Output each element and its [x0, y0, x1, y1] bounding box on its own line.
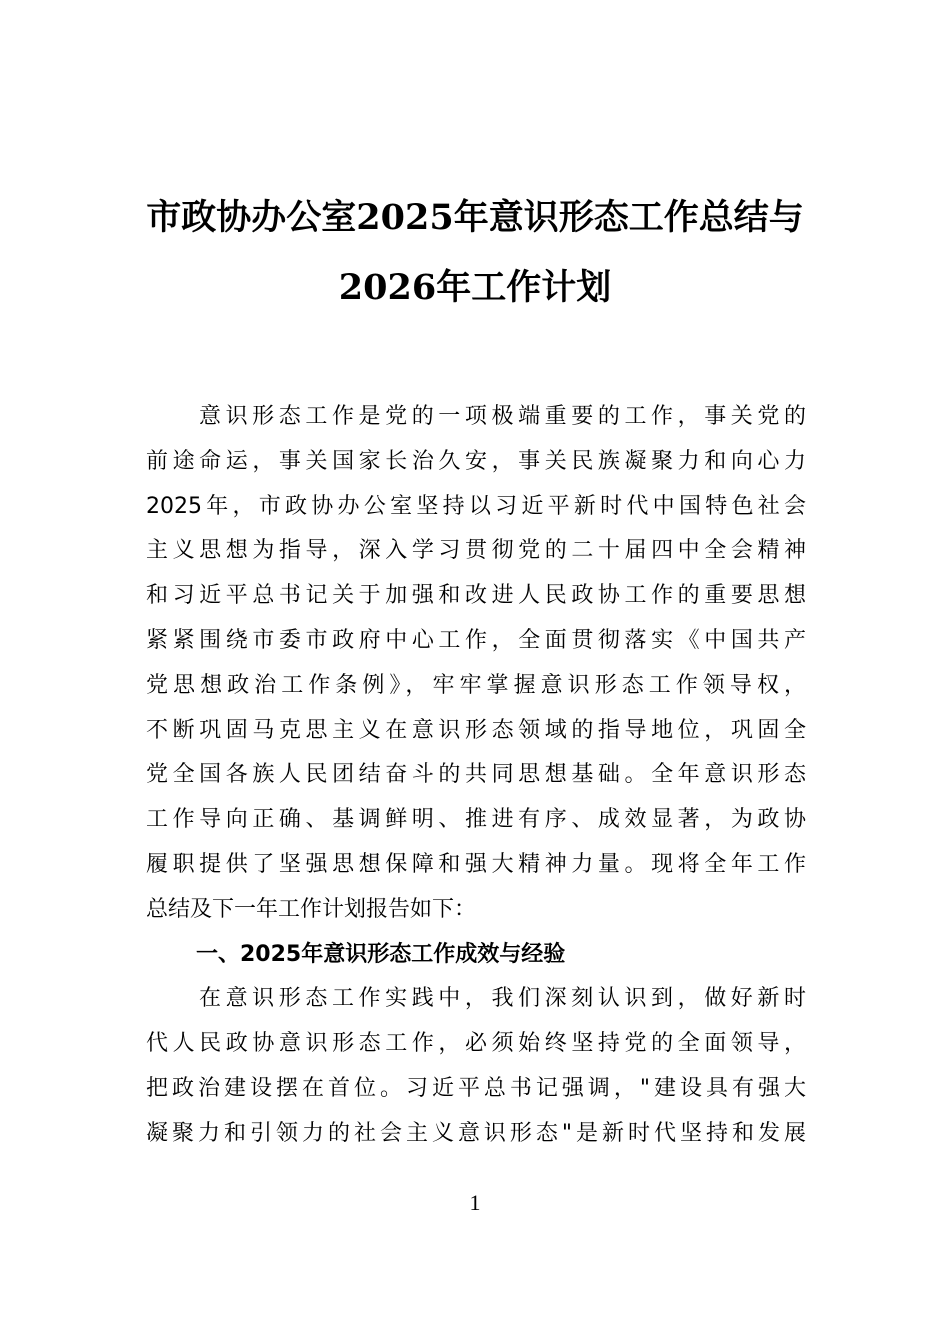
text-line: 把政治建设摆在首位。习近平总书记强调，"建设具有强大 — [146, 1075, 806, 1101]
page-number: 1 — [469, 1190, 481, 1215]
text-line: 党思想政治工作条例》，牢牢掌握意识形态工作领导权， — [146, 672, 806, 698]
document-body — [146, 395, 806, 1157]
text-line: 紧紧围绕市委市政府中心工作，全面贯彻落实《中国共产 — [146, 627, 806, 653]
text-line: 履职提供了坚强思想保障和强大精神力量。现将全年工作 — [146, 851, 806, 877]
paragraph-intro — [146, 395, 806, 933]
section-heading-1: 一、2025年意识形态工作成效与经验 — [196, 941, 566, 967]
text-line: 总结及下一年工作计划报告如下： — [146, 896, 477, 922]
paragraph-section-1 — [146, 977, 806, 1156]
text-line: 在意识形态工作实践中，我们深刻认识到，做好新时 — [199, 986, 806, 1012]
text-line: 2025年，市政协办公室坚持以习近平新时代中国特色社会 — [146, 493, 806, 519]
text-line: 代人民政协意识形态工作，必须始终坚持党的全面领导， — [146, 1031, 806, 1057]
text-line: 凝聚力和引领力的社会主义意识形态"是新时代坚持和发展 — [146, 1120, 806, 1146]
text-line: 主义思想为指导，深入学习贯彻党的二十届四中全会精神 — [146, 538, 806, 564]
document-title-line-1: 市政协办公室2025年意识形态工作总结与 — [146, 197, 804, 238]
document-title-line-2: 2026年工作计划 — [338, 267, 612, 308]
text-line: 党全国各族人民团结奋斗的共同思想基础。全年意识形态 — [146, 762, 806, 788]
text-line: 不断巩固马克思主义在意识形态领域的指导地位，巩固全 — [146, 717, 806, 743]
text-line: 意识形态工作是党的一项极端重要的工作，事关党的 — [199, 404, 806, 429]
text-line: 和习近平总书记关于加强和改进人民政协工作的重要思想 — [146, 583, 806, 609]
text-line: 前途命运，事关国家长治久安，事关民族凝聚力和向心力 — [146, 448, 806, 474]
text-line: 工作导向正确、基调鲜明、推进有序、成效显著，为政协 — [146, 807, 806, 833]
